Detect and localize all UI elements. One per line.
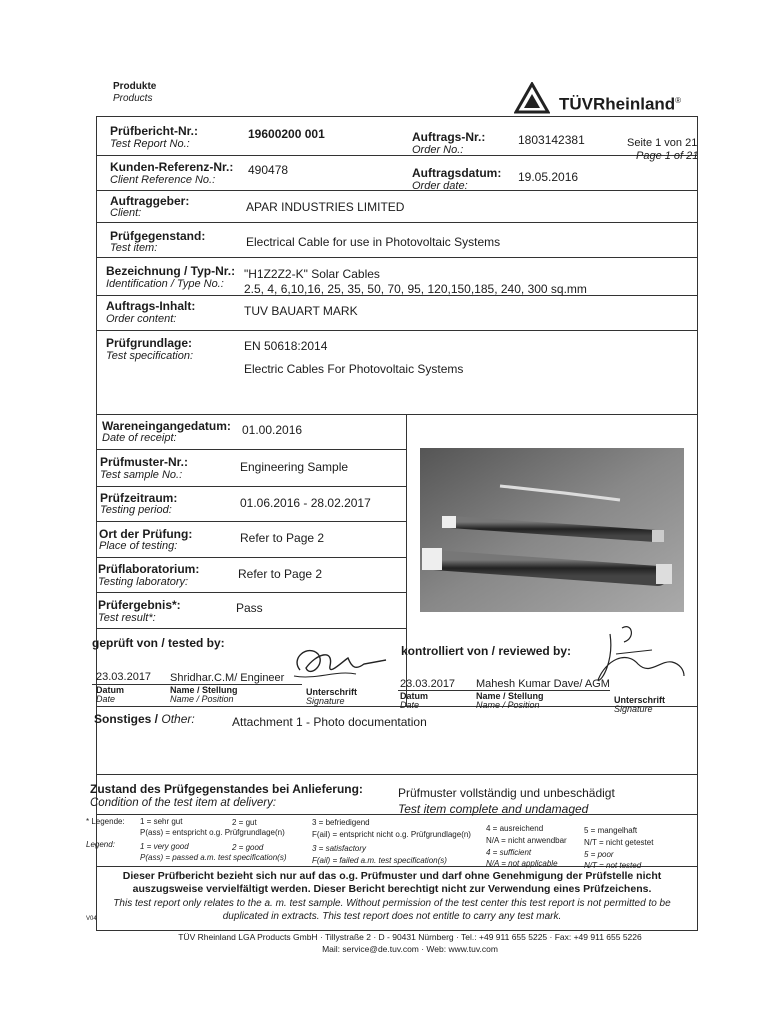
tested-name-label-en: Name / Position: [170, 694, 234, 704]
tested-by-label: geprüft von / tested by:: [92, 636, 225, 650]
disclaimer-en-line2: duplicated in extracts. This test report does not entitle to carry any test mark.: [222, 911, 562, 922]
reviewed-datum-label-en: Date: [400, 700, 420, 710]
sample-no-value: Engineering Sample: [240, 460, 349, 474]
tuv-triangle-logo-icon: [514, 82, 550, 114]
period-value: 01.06.2016 - 28.02.2017: [240, 496, 371, 510]
legend-label-de: * Legende:: [86, 817, 125, 826]
test-spec-label-en: Test specification:: [106, 350, 194, 362]
page-en: Page 1 of 21: [636, 150, 699, 162]
reviewed-name-label-de: Name / Stellung: [476, 691, 544, 701]
order-no-label-de: Auftrags-Nr.:: [412, 130, 486, 144]
condition-value-de: Prüfmuster vollständig und unbeschädigt: [398, 786, 615, 800]
tester-signature: [286, 640, 396, 686]
tested-sig-label-en: Signature: [306, 696, 345, 706]
sample-no-label-de: Prüfmuster-Nr.:: [100, 455, 189, 469]
place-value: Refer to Page 2: [240, 531, 325, 545]
reviewed-datum-label-de: Datum: [400, 691, 429, 701]
legend-en-na: N/A = not applicable: [486, 859, 558, 868]
client-ref-label-en: Client Reference No.:: [110, 174, 216, 186]
tested-date: 23.03.2017: [96, 671, 152, 683]
receipt-date-label-en: Date of receipt:: [102, 432, 177, 444]
legend-en-pass: P(ass) = passed a.m. test specification(s): [140, 853, 287, 862]
client-value: APAR INDUSTRIES LIMITED: [246, 200, 405, 214]
type-no-value-line1: "H1Z2Z2-K" Solar Cables: [244, 267, 380, 281]
legend-de-5: 5 = mangelhaft: [584, 826, 638, 835]
order-no-value: 1803142381: [518, 133, 585, 147]
type-no-value-line2: 2.5, 4, 6,10,16, 25, 35, 50, 70, 95, 120,150,185, 240, 300 sq.mm: [244, 282, 587, 296]
tested-datum-label-de: Datum: [96, 685, 125, 695]
test-spec-label-de: Prüfgrundlage:: [106, 336, 192, 350]
legend-en-3: 3 = satisfactory: [312, 844, 367, 853]
result-label-de: Prüfergebnis*:: [98, 598, 181, 612]
legend-de-1: 1 = sehr gut: [140, 817, 183, 826]
order-date-label-de: Auftragsdatum:: [412, 166, 502, 180]
lab-label-en: Testing laboratory:: [98, 576, 189, 588]
period-label-en: Testing period:: [100, 504, 172, 516]
tested-name-label-de: Name / Stellung: [170, 685, 238, 695]
order-content-label-en: Order content:: [106, 313, 177, 325]
products-heading-de: Produkte: [113, 81, 157, 92]
brand-mark: ®: [675, 96, 682, 105]
report-no-value: 19600200 001: [248, 127, 325, 141]
lab-value: Refer to Page 2: [238, 567, 323, 581]
tested-datum-label-en: Date: [96, 694, 116, 704]
order-no-label-en: Order No.:: [412, 144, 464, 156]
reviewed-name: Mahesh Kumar Dave/ AGM: [476, 678, 610, 690]
brand-logo: [559, 91, 681, 115]
reviewed-sig-label-de: Unterschrift: [614, 695, 666, 705]
legend-en-fail: F(ail) = failed a.m. test specification(s): [312, 856, 447, 865]
test-spec-value-line1: EN 50618:2014: [244, 339, 328, 353]
other-label-en: Other:: [161, 712, 195, 726]
footer-address: TÜV Rheinland LGA Products GmbH · Tillystraße 2 · D - 90431 Nürnberg · Tel.: +49 911 655 5225 · Fax: +49 911 655 5226: [178, 932, 642, 942]
legend-label-en: Legend:: [86, 840, 115, 849]
place-label-en: Place of testing:: [99, 540, 178, 552]
client-label-de: Auftraggeber:: [110, 194, 190, 208]
disclaimer-de-line1: Dieser Prüfbericht bezieht sich nur auf das o.g. Prüfmuster und darf ohne Genehmigung der Prüfstelle nicht: [122, 870, 662, 882]
tested-sig-label-de: Unterschrift: [306, 687, 358, 697]
disclaimer-en-line1: This test report only relates to the a. m. test sample. Without permission of the test center this test report is not permitted to be: [113, 898, 671, 909]
test-item-label-en: Test item:: [110, 242, 158, 254]
order-content-label-de: Auftrags-Inhalt:: [106, 299, 196, 313]
legend-en-4: 4 = sufficient: [486, 848, 532, 857]
test-spec-value-line2: Electric Cables For Photovoltaic Systems: [244, 362, 464, 376]
client-ref-label-de: Kunden-Referenz-Nr.:: [110, 160, 234, 174]
test-item-label-de: Prüfgegenstand:: [110, 229, 206, 243]
products-heading-en: Products: [113, 93, 153, 104]
condition-label-en: Condition of the test item at delivery:: [90, 797, 277, 809]
report-no-label-en: Test Report No.:: [110, 138, 190, 150]
legend-de-nt: N/T = nicht getestet: [584, 838, 654, 847]
legend-de-na: N/A = nicht anwendbar: [486, 836, 567, 845]
legend-de-pass: P(ass) = entspricht o.g. Prüfgrundlage(n): [140, 828, 285, 837]
other-label: [94, 712, 195, 726]
page-de: Seite 1 von 21: [627, 137, 698, 149]
report-no-label-de: Prüfbericht-Nr.:: [110, 124, 199, 138]
sample-photo: [420, 448, 684, 612]
place-label-de: Ort der Prüfung:: [99, 527, 193, 541]
condition-label-de: Zustand des Prüfgegenstandes bei Anlieferung:: [90, 782, 363, 796]
order-date-label-en: Order date:: [412, 180, 468, 192]
disclaimer-de-line2: auszugsweise vervielfältigt werden. Dieser Bericht berechtigt nicht zur Verwendung eines Prüfzeichens.: [132, 883, 652, 895]
sample-no-label-en: Test sample No.:: [100, 469, 183, 481]
other-label-de: Sonstiges /: [94, 712, 162, 726]
reviewer-signature: [580, 620, 690, 690]
client-ref-value: 490478: [248, 163, 289, 177]
order-content-value: TUV BAUART MARK: [244, 304, 358, 318]
legend-en-5: 5 = poor: [584, 850, 614, 859]
reviewed-by-label: kontrolliert von / reviewed by:: [401, 644, 572, 658]
reviewed-name-label-en: Name / Position: [476, 700, 540, 710]
reviewed-date: 23.03.2017: [400, 678, 456, 690]
tested-name: Shridhar.C.M/ Engineer: [170, 672, 285, 684]
brand-name: TÜVRheinland: [559, 94, 676, 114]
order-date-value: 19.05.2016: [518, 170, 579, 184]
legend-en-2: 2 = good: [232, 843, 264, 852]
legend-de-3: 3 = befriedigend: [312, 818, 370, 827]
test-item-value: Electrical Cable for use in Photovoltaic Systems: [246, 235, 501, 249]
legend-en-1: 1 = very good: [140, 842, 189, 851]
reviewed-sig-label-en: Signature: [614, 704, 653, 714]
legend-en-nt: N/T = not tested: [584, 861, 642, 870]
result-value: Pass: [236, 601, 263, 615]
version-code: V04: [86, 916, 97, 922]
result-label-en: Test result*:: [98, 612, 156, 624]
type-no-label-de: Bezeichnung / Typ-Nr.:: [106, 264, 236, 278]
condition-value-en: Test item complete and undamaged: [398, 802, 589, 816]
receipt-date-label-de: Wareneingangedatum:: [102, 419, 231, 433]
client-label-en: Client:: [110, 207, 142, 219]
legend-de-4: 4 = ausreichend: [486, 824, 544, 833]
other-value: Attachment 1 - Photo documentation: [232, 715, 427, 729]
type-no-label-en: Identification / Type No.:: [106, 278, 224, 290]
period-label-de: Prüfzeitraum:: [100, 491, 178, 505]
legend-de-fail: F(ail) = entspricht nicht o.g. Prüfgrundlage(n): [312, 830, 471, 839]
lab-label-de: Prüflaboratorium:: [98, 562, 200, 576]
receipt-date-value: 01.00.2016: [242, 423, 303, 437]
footer-contact: Mail: service@de.tuv.com · Web: www.tuv.com: [322, 944, 498, 954]
legend-de-2: 2 = gut: [232, 818, 257, 827]
